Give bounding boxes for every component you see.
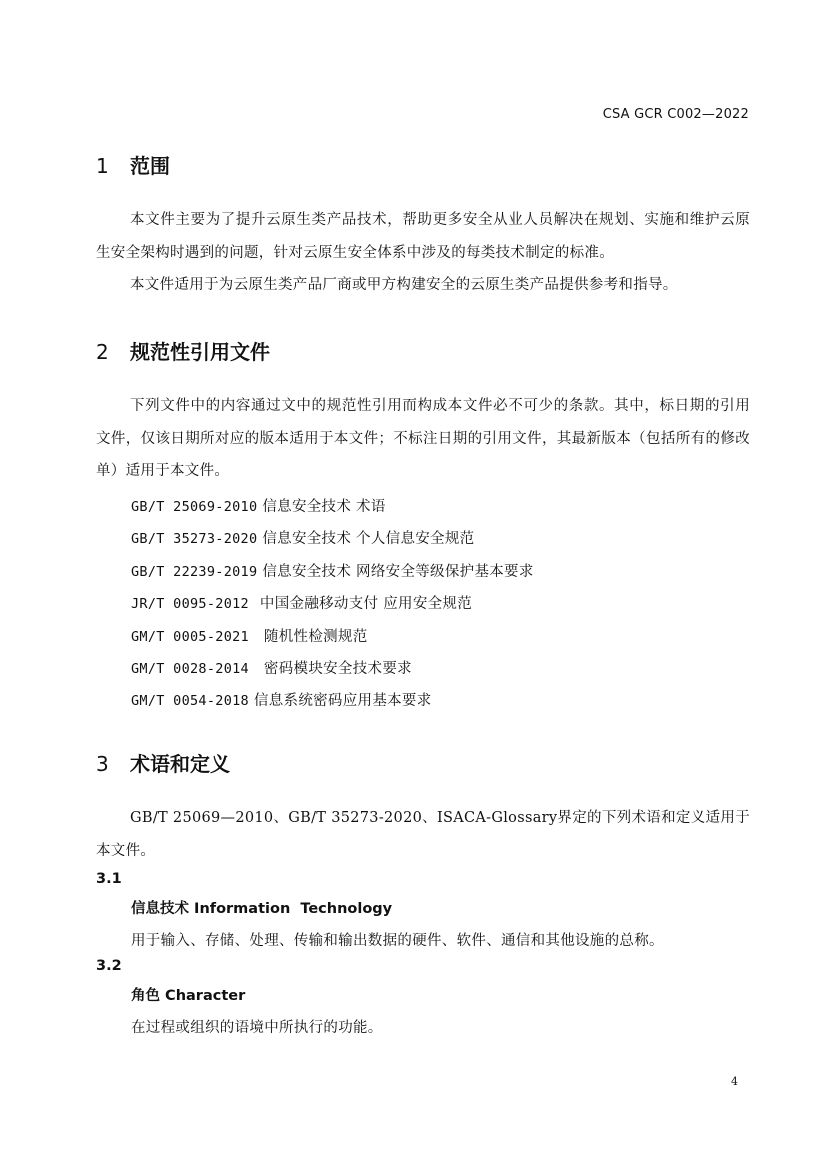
reference-title: 随机性检测规范 <box>263 629 368 645</box>
reference-item <box>131 495 386 516</box>
term-definition: 在过程或组织的语境中所执行的功能。 <box>131 1020 383 1036</box>
reference-title: 中国金融移动支付 应用安全规范 <box>259 596 473 612</box>
section-number: 2 <box>96 340 109 364</box>
section-1-heading <box>96 150 170 179</box>
reference-code: GM/T 0028-2014 <box>131 661 249 677</box>
page-number: 4 <box>731 1075 738 1088</box>
reference-code: GM/T 0054-2018 <box>131 693 249 709</box>
section-number: 3 <box>96 752 109 776</box>
document-code: CSA GCR C002—2022 <box>602 107 749 122</box>
section-title: 范围 <box>130 154 170 178</box>
section-2-heading <box>96 336 270 365</box>
reference-item <box>131 657 412 678</box>
reference-code: JR/T 0095-2012 <box>131 596 249 612</box>
reference-title: 信息安全技术 术语 <box>262 499 386 515</box>
reference-code: GB/T 22239-2019 <box>131 564 258 580</box>
scope-paragraph-2: 本文件适用于为云原生类产品厂商或甲方构建安全的云原生类产品提供参考和指导。 <box>130 277 678 293</box>
term-name: 信息技术 Information Technology <box>131 901 393 917</box>
reference-code: GB/T 35273-2020 <box>131 531 258 547</box>
term-number: 3.2 <box>96 958 122 974</box>
reference-item <box>131 527 474 548</box>
terms-intro: GB/T 25069—2010、GB/T 35273-2020、ISACA-Glossary界定的下列术语和定义适用于本文件。 <box>96 810 750 859</box>
reference-item <box>131 592 472 613</box>
reference-item <box>131 625 368 646</box>
section-title: 规范性引用文件 <box>130 340 270 364</box>
reference-title: 密码模块安全技术要求 <box>263 661 412 677</box>
reference-code: GB/T 25069-2010 <box>131 499 258 515</box>
reference-title: 信息安全技术 个人信息安全规范 <box>262 531 475 547</box>
scope-paragraph-1: 本文件主要为了提升云原生类产品技术，帮助更多安全从业人员解决在规划、实施和维护云原生安全架构时遇到的问题，针对云原生安全体系中涉及的每类技术制定的标准。 <box>96 212 750 261</box>
section-title: 术语和定义 <box>130 752 230 776</box>
normative-intro: 下列文件中的内容通过文中的规范性引用而构成本文件必不可少的条款。其中，标日期的引用文件，仅该日期所对应的版本适用于本文件；不标注日期的引用文件，其最新版本（包括所有的修改单）适用于本文件。 <box>96 398 750 479</box>
term-definition: 用于输入、存储、处理、传输和输出数据的硬件、软件、通信和其他设施的总称。 <box>131 933 664 949</box>
term-name: 角色 Character <box>131 988 246 1004</box>
reference-code: GM/T 0005-2021 <box>131 629 249 645</box>
reference-item <box>131 560 534 581</box>
section-number: 1 <box>96 154 109 178</box>
reference-item <box>131 689 432 710</box>
section-3-heading <box>96 748 230 777</box>
term-number: 3.1 <box>96 871 122 887</box>
reference-title: 信息系统密码应用基本要求 <box>253 693 432 709</box>
reference-title: 信息安全技术 网络安全等级保护基本要求 <box>262 564 534 580</box>
